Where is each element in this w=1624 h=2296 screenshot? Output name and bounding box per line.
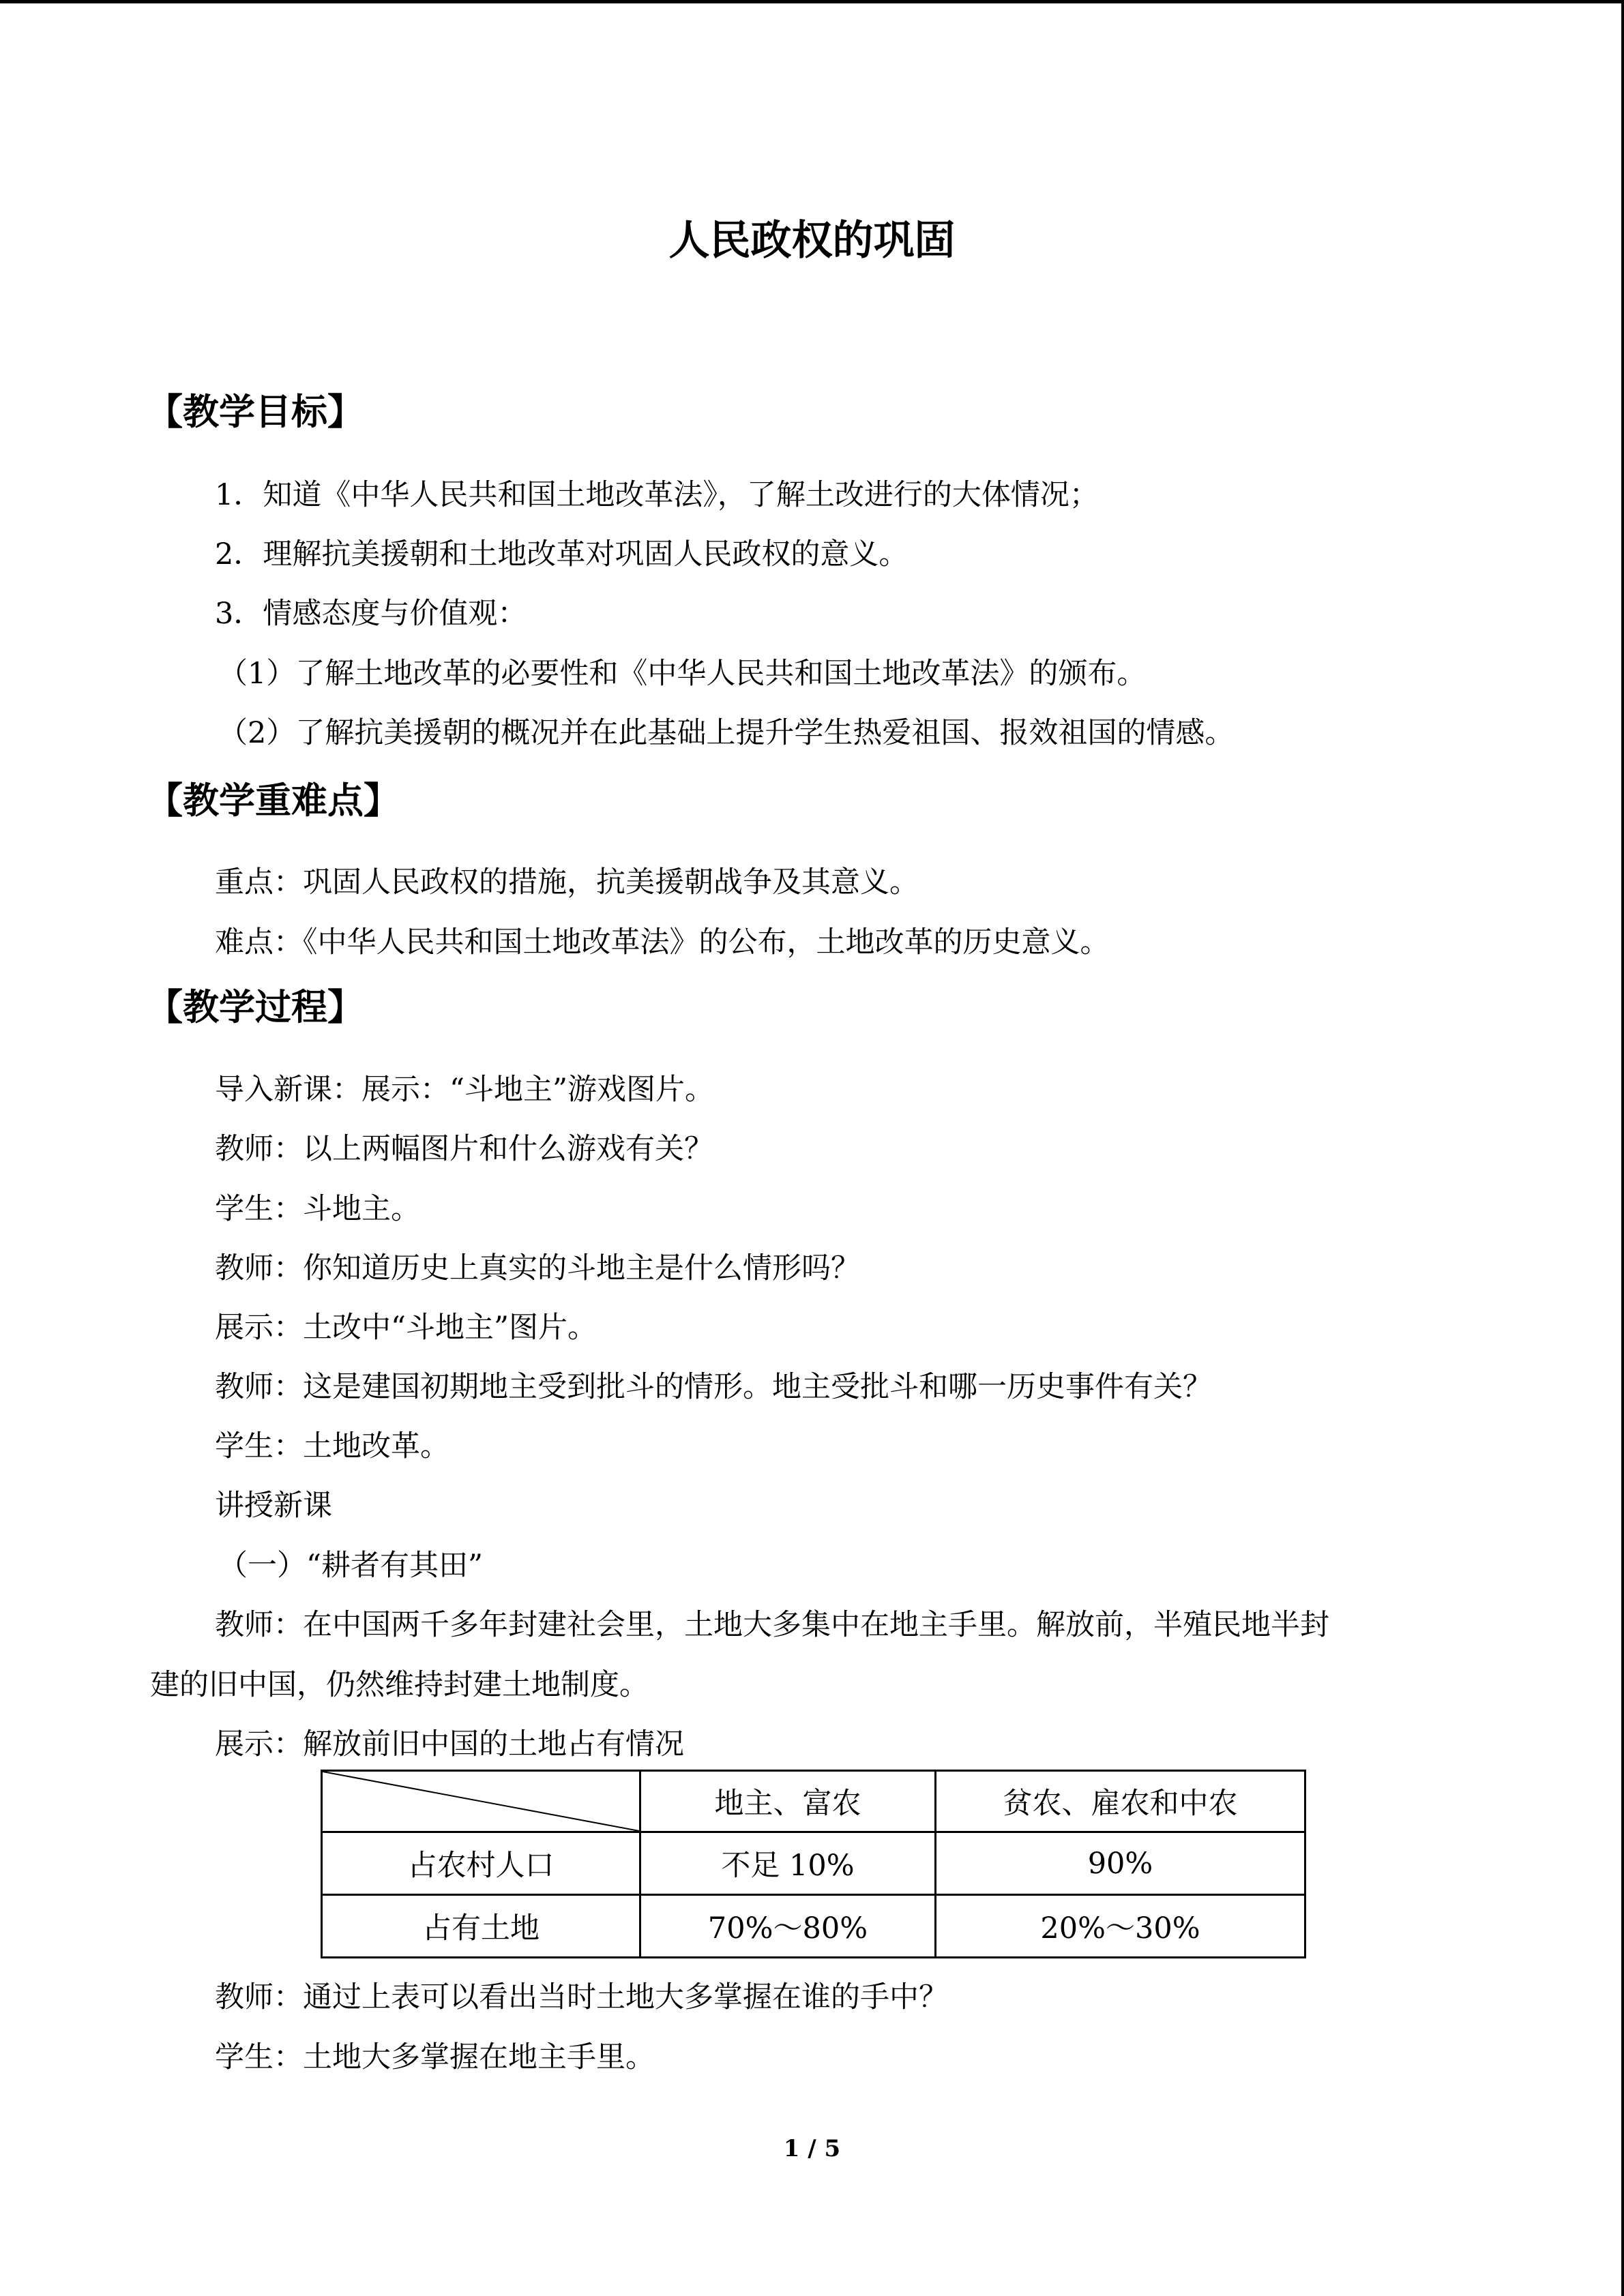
process-line: 导入新课：展示：“斗地主”游戏图片。	[215, 1073, 714, 1107]
land-ownership-table	[321, 1770, 1306, 1958]
process-line: 教师：在中国两千多年封建社会里，土地大多集中在地主手里。解放前，半殖民地半封	[215, 1608, 1329, 1642]
table-row-label: 占农村人口	[322, 1832, 640, 1895]
process-line: 学生：土地大多掌握在地主手里。	[215, 2040, 655, 2074]
goal-sub-item: （1）了解土地改革的必要性和《中华人民共和国土地改革法》的颁布。	[218, 657, 1147, 691]
process-line: 学生：土地改革。	[215, 1429, 449, 1463]
table-cell: 20%～30%	[936, 1895, 1305, 1958]
table-corner-cell	[322, 1771, 640, 1832]
table-cell: 不足 10%	[640, 1832, 936, 1895]
process-line: 教师：通过上表可以看出当时土地大多掌握在谁的手中？	[215, 1980, 948, 2014]
table-row	[322, 1895, 1305, 1958]
process-line: 学生：斗地主。	[215, 1192, 420, 1226]
goal-item: 1．知道《中华人民共和国土地改革法》，了解土改进行的大体情况；	[215, 478, 1099, 512]
page-right-border	[1621, 0, 1624, 2296]
page-title: 人民政权的巩固	[668, 217, 956, 265]
process-subheading: （一）“耕者有其田”	[218, 1549, 483, 1583]
goal-item: 3．情感态度与价值观：	[215, 597, 527, 631]
goal-item: 2．理解抗美援朝和土地改革对巩固人民政权的意义。	[215, 537, 909, 571]
heading-teaching-goals: 【教学目标】	[147, 391, 364, 433]
table-row-label: 占有土地	[322, 1895, 640, 1958]
table-cell: 90%	[936, 1832, 1305, 1895]
table-row	[322, 1832, 1305, 1895]
key-point-item: 重点：巩固人民政权的措施，抗美援朝战争及其意义。	[215, 865, 919, 899]
table-header-cell: 贫农、雇农和中农	[936, 1771, 1305, 1832]
process-line: 讲授新课	[215, 1489, 332, 1523]
table-cell: 70%～80%	[640, 1895, 936, 1958]
process-line-continued: 建的旧中国，仍然维持封建土地制度。	[150, 1668, 649, 1702]
difficulty-item: 难点：《中华人民共和国土地改革法》的公布，土地改革的历史意义。	[215, 925, 1110, 959]
page-top-border	[0, 0, 1624, 3]
goal-sub-item: （2）了解抗美援朝的概况并在此基础上提升学生热爱祖国、报效祖国的情感。	[218, 716, 1235, 750]
process-line: 教师：你知道历史上真实的斗地主是什么情形吗？	[215, 1251, 860, 1285]
diagonal-line	[323, 1772, 639, 1831]
heading-teaching-process: 【教学过程】	[147, 987, 364, 1028]
process-line: 展示：解放前旧中国的土地占有情况	[215, 1727, 684, 1761]
process-line: 教师：以上两幅图片和什么游戏有关？	[215, 1132, 713, 1166]
process-line: 教师：这是建国初期地主受到批斗的情形。地主受批斗和哪一历史事件有关？	[215, 1370, 1212, 1404]
heading-key-points: 【教学重难点】	[147, 780, 400, 822]
process-line: 展示：土改中“斗地主”图片。	[215, 1311, 597, 1345]
table-header-cell: 地主、富农	[640, 1771, 936, 1832]
page-number: 1 / 5	[783, 2135, 841, 2162]
